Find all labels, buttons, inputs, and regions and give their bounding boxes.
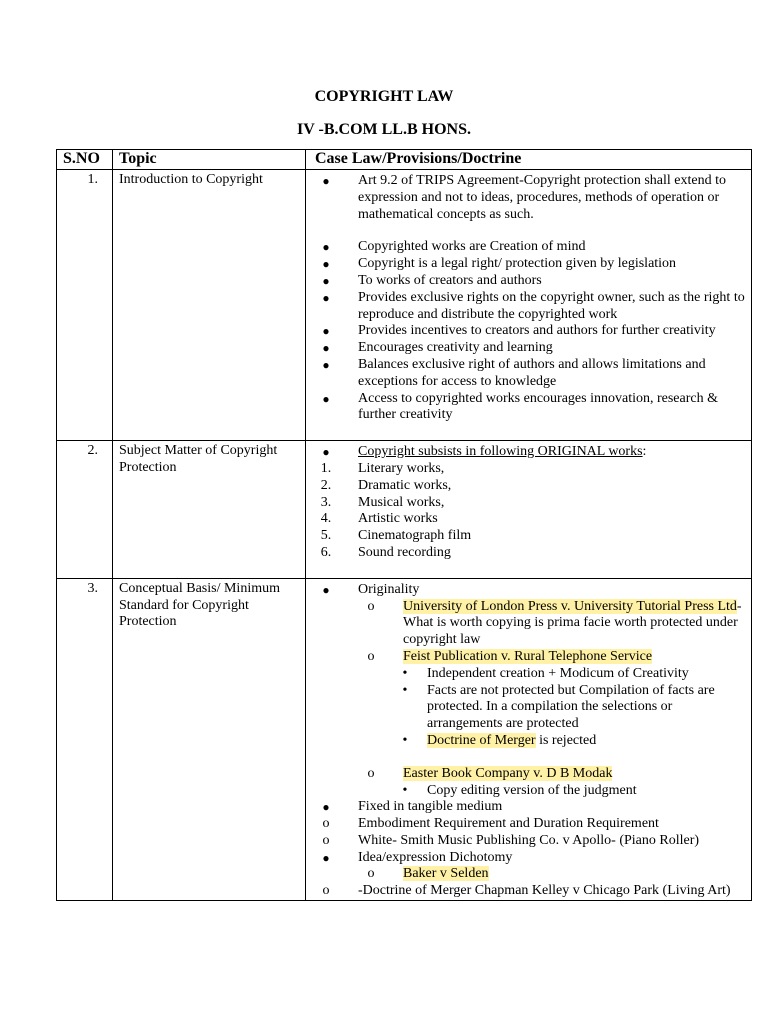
list-item: ● Art 9.2 of TRIPS Agreement-Copyright protection shall extend to expression and not to ideas, procedures, methods of operation or mathematical concepts as such. — [306, 173, 745, 223]
bullet-icon: • — [402, 782, 408, 798]
bullet-icon: ● — [322, 850, 330, 865]
document-subtitle: IV -B.COM LL.B HONS. — [297, 121, 471, 138]
list-item: ● Copyright subsists in following ORIGINAL works: — [306, 444, 745, 461]
list-item — [306, 649, 745, 666]
list-item: • Facts are not protected but Compilation of facts are protected. In a compilation the selections or arrangements are protected — [306, 683, 745, 733]
list-item: ● Fixed in tangible medium — [306, 799, 745, 816]
bullet-icon: ● — [322, 174, 330, 188]
row-sno: 1. — [57, 170, 113, 441]
table-row — [57, 578, 752, 900]
row-content — [306, 441, 752, 579]
bullet-icon: ● — [322, 290, 330, 305]
bullet-icon: • — [402, 665, 408, 681]
list-item: ● Originality — [306, 582, 745, 599]
case-highlight: University of London Press v. University Tutorial Press Ltd — [403, 598, 737, 614]
bullet-icon: ● — [322, 445, 330, 460]
bullet-icon: • — [402, 682, 408, 698]
row-content — [306, 578, 752, 900]
list-item: 5. Cinematograph film — [320, 528, 472, 544]
case-highlight: Easter Book Company v. D B Modak — [403, 765, 613, 781]
row-topic: Introduction to Copyright — [113, 170, 306, 441]
list-item: ● Provides exclusive rights on the copyright owner, such as the right to reproduce and distribute the copyrighted work — [306, 290, 745, 324]
list-item: 4. Artistic works — [320, 511, 438, 527]
header-sno: S.NO — [57, 150, 113, 170]
table-row — [57, 441, 752, 579]
row-topic: Subject Matter of Copyright Protection — [113, 441, 306, 579]
case-highlight: Feist Publication v. Rural Telephone Service — [403, 648, 653, 664]
bullet-icon: ● — [322, 800, 330, 815]
circle-icon: o — [322, 816, 330, 832]
list-item: o -Doctrine of Merger Chapman Kelley v Chicago Park (Living Art) — [306, 883, 745, 900]
circle-icon: o — [322, 832, 330, 848]
syllabus-table — [56, 149, 752, 901]
circle-icon: o — [367, 866, 375, 882]
bullet-icon: ● — [322, 257, 330, 272]
list-item: ● Balances exclusive right of authors and allows limitations and exceptions for access to knowledge — [306, 357, 745, 391]
bullet-icon: ● — [322, 324, 330, 339]
case-highlight: Baker v Selden — [403, 866, 489, 882]
bullet-icon: ● — [322, 273, 330, 288]
list-item: ● Encourages creativity and learning — [306, 340, 745, 357]
circle-icon: o — [322, 883, 330, 899]
list-item: ● Access to copyrighted works encourages innovation, research & further creativity — [306, 391, 745, 425]
list-item: ● Copyright is a legal right/ protection given by legislation — [306, 256, 745, 273]
list-item: ● Copyrighted works are Creation of mind — [306, 239, 745, 256]
list-item: ● Idea/expression Dichotomy — [306, 850, 745, 867]
bullet-icon: • — [402, 732, 408, 748]
case-highlight: Doctrine of Merger — [427, 732, 536, 748]
list-item: 3. Musical works, — [320, 494, 445, 510]
circle-icon: o — [367, 598, 375, 614]
list-item: ● To works of creators and authors — [306, 273, 745, 290]
list-item — [306, 766, 745, 783]
circle-icon: o — [367, 648, 375, 664]
list-item: • Doctrine of Merger is rejected — [306, 733, 745, 750]
table-header-row — [57, 150, 752, 170]
row-content — [306, 170, 752, 441]
list-item: • Copy editing version of the judgment — [306, 783, 745, 800]
bullet-icon: ● — [322, 357, 330, 372]
list-item — [306, 866, 745, 883]
bullet-icon: ● — [322, 240, 330, 255]
document-title: COPYRIGHT LAW — [314, 88, 454, 105]
list-item: o White- Smith Music Publishing Co. v Apollo- (Piano Roller) — [306, 833, 745, 850]
list-item: o Embodiment Requirement and Duration Requirement — [306, 816, 745, 833]
circle-icon: o — [367, 765, 375, 781]
row-sno: 2. — [57, 441, 113, 579]
header-case-law: Case Law/Provisions/Doctrine — [306, 150, 752, 170]
header-topic: Topic — [113, 150, 306, 170]
list-item: ● Provides incentives to creators and authors for further creativity — [306, 323, 745, 340]
bullet-icon: ● — [322, 341, 330, 356]
row-topic: Conceptual Basis/ Minimum Standard for Copyright Protection — [113, 578, 306, 900]
table-row — [57, 170, 752, 441]
list-item: • Independent creation + Modicum of Creativity — [306, 666, 745, 683]
list-item: 6. Sound recording — [320, 544, 451, 560]
list-item: 1. Literary works, — [320, 460, 445, 476]
bullet-icon: ● — [322, 582, 330, 597]
row-sno: 3. — [57, 578, 113, 900]
bullet-icon: ● — [322, 391, 330, 406]
list-item: o University of London Press v. University Tutorial Press Ltd- What is worth copying is prima facie worth protected under copyright law — [306, 599, 745, 649]
list-item: 2. Dramatic works, — [320, 477, 452, 493]
